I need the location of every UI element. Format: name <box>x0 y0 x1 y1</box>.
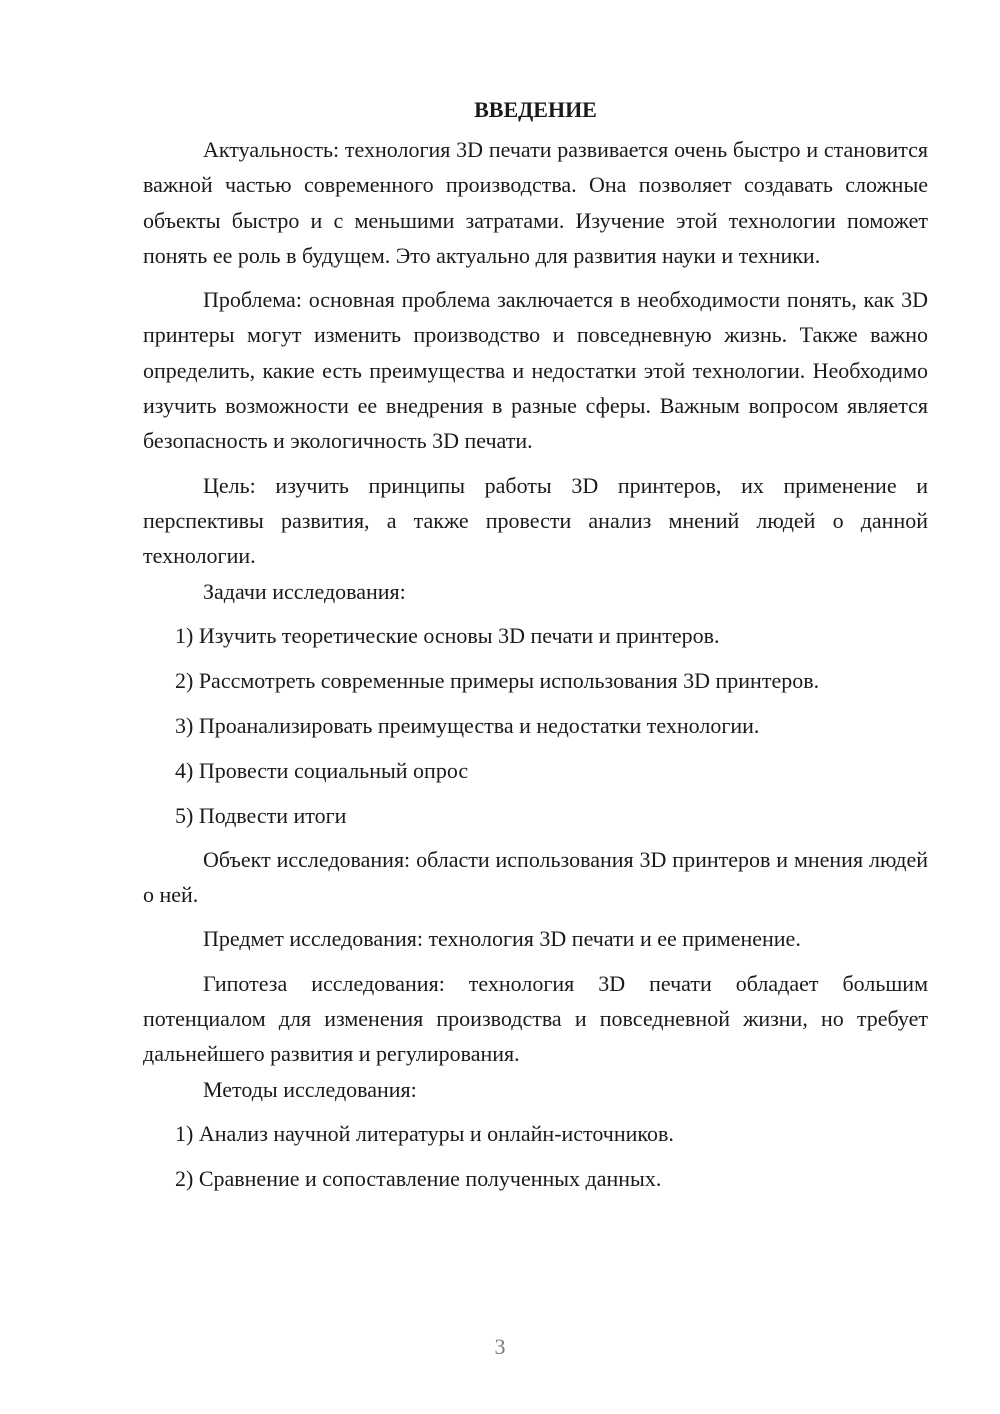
task-item: 5) Подвести итоги <box>175 802 347 828</box>
task-item: 1) Изучить теоретические основы 3D печати и принтеров. <box>175 623 720 649</box>
method-item: 1) Анализ научной литературы и онлайн-источников. <box>175 1121 674 1147</box>
relevance-paragraph: Актуальность: технология 3D печати развивается очень быстро и становится важной частью современного производства. Она позволяет создавать сложные объекты быстро и с меньшими затратами. Изучение этой технологии поможет понять ее роль в будущем. Это актуально для развития науки и техники. <box>143 137 928 268</box>
problem-paragraph: Проблема: основная проблема заключается в необходимости понять, как 3D принтеры могут изменить производство и повседневную жизнь. Также важно определить, какие есть преимущества и недостатки этой технологии. Необходимо изучить возможности ее внедрения в разные сферы. Важным вопросом является безопасность и экологичность 3D печати. <box>143 287 928 454</box>
subject-paragraph: Предмет исследования: технология 3D печати и ее применение. <box>203 926 801 952</box>
hypothesis-paragraph: Гипотеза исследования: технология 3D печати обладает большим потенциалом для изменения производства и повседневной жизни, но требует дальнейшего развития и регулирования. <box>143 970 928 1067</box>
object-paragraph: Объект исследования: области использования 3D принтеров и мнения людей о ней. <box>143 846 928 908</box>
methods-label: Методы исследования: <box>203 1076 417 1102</box>
goal-paragraph: Цель: изучить принципы работы 3D принтеров, их применение и перспективы развития, а также провести анализ мнений людей о данной технологии. <box>143 472 928 569</box>
tasks-label: Задачи исследования: <box>203 578 406 604</box>
section-heading: ВВЕДЕНИЕ <box>474 97 597 122</box>
task-item: 2) Рассмотреть современные примеры использования 3D принтеров. <box>175 668 820 694</box>
task-item: 4) Провести социальный опрос <box>175 757 469 783</box>
method-item: 2) Сравнение и сопоставление полученных данных. <box>175 1166 662 1192</box>
page-number: 3 <box>494 1334 506 1359</box>
task-item: 3) Проанализировать преимущества и недостатки технологии. <box>175 712 760 738</box>
document-page <box>143 93 928 1197</box>
